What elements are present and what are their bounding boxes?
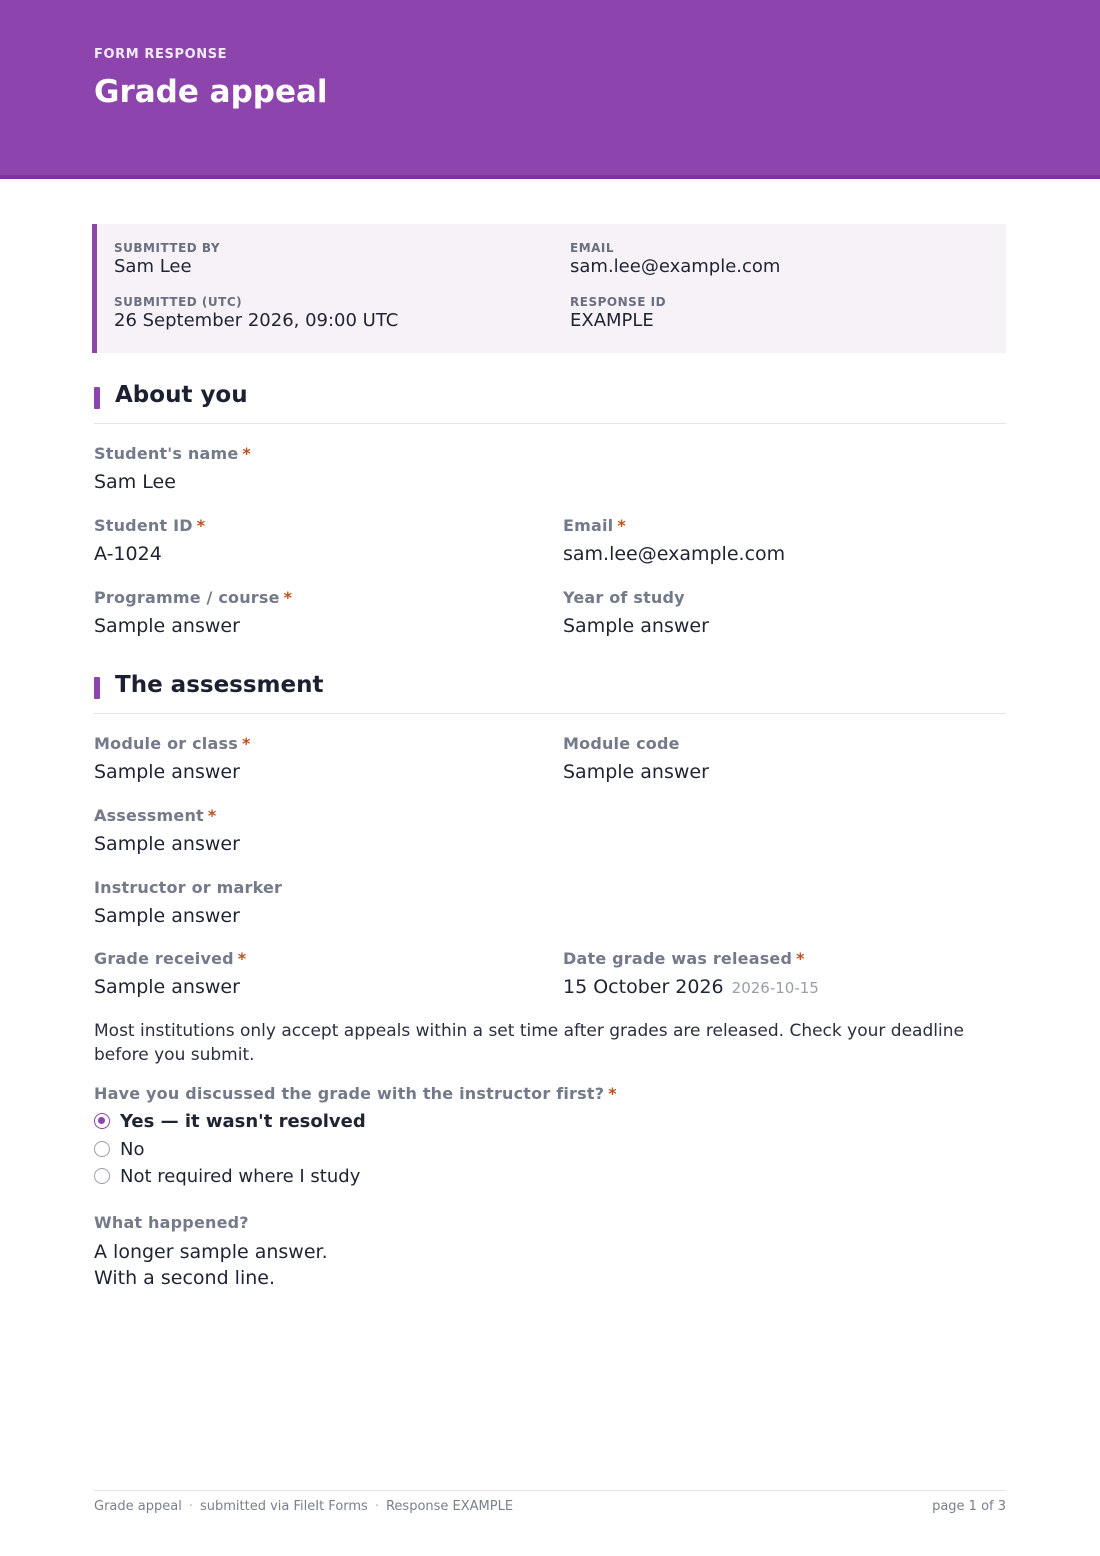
- answer-line: With a second line.: [94, 1267, 275, 1289]
- field-email: [563, 516, 785, 566]
- meta-label: EMAIL: [570, 241, 615, 255]
- meta-label: SUBMITTED BY: [114, 241, 221, 255]
- page-title: Grade appeal: [94, 74, 328, 110]
- meta-submitted-by: [114, 241, 220, 277]
- radio-selected-icon: [94, 1113, 110, 1129]
- field-value: Sample answer: [563, 615, 709, 637]
- meta-label: SUBMITTED (UTC): [114, 295, 243, 309]
- header-eyebrow: FORM RESPONSE: [94, 47, 228, 62]
- field-student-id: [94, 516, 205, 566]
- field-instructor: [94, 878, 282, 928]
- field-label: Email *: [563, 516, 626, 535]
- field-label: Student's name *: [94, 444, 251, 463]
- field-label: Module code: [563, 734, 680, 753]
- field-grade-received: [94, 949, 246, 999]
- radio-unselected-icon: [94, 1168, 110, 1184]
- field-label: Date grade was released *: [563, 949, 805, 968]
- field-assessment: [94, 806, 240, 856]
- section-accent-bar: [94, 677, 100, 699]
- field-student-name: [94, 444, 251, 494]
- footer-via: submitted via FileIt Forms: [199, 1499, 368, 1514]
- radio-label: Not required where I study: [120, 1165, 361, 1187]
- field-programme: [94, 588, 292, 638]
- section-accent-bar: [94, 387, 100, 409]
- meta-value: sam.lee@example.com: [570, 256, 781, 277]
- field-module-code: [563, 734, 709, 784]
- radio-label: No: [120, 1138, 145, 1160]
- field-label: Module or class *: [94, 734, 251, 753]
- required-mark: *: [196, 516, 206, 535]
- required-mark: *: [796, 949, 805, 968]
- answer-line: A longer sample answer.: [94, 1241, 328, 1263]
- footer-info: Grade appeal · submitted via FileIt Forms · Response EXAMPLE: [94, 1499, 514, 1514]
- field-label: Programme / course *: [94, 588, 293, 607]
- date-iso: 2026-10-15: [731, 979, 819, 997]
- meta-value: 26 September 2026, 09:00 UTC: [114, 310, 399, 331]
- field-label: Assessment *: [94, 806, 217, 825]
- field-value: Sample answer: [94, 905, 240, 927]
- page-footer: [94, 1490, 1006, 1514]
- field-module: [94, 734, 251, 784]
- page-number: page 1 of 3: [932, 1499, 1006, 1514]
- required-mark: *: [241, 734, 251, 753]
- field-value: Sample answer: [94, 615, 240, 637]
- section-about-you: [94, 379, 1006, 424]
- field-label: Grade received *: [94, 949, 247, 968]
- date-display: 15 October 2026: [563, 976, 724, 998]
- field-label: What happened?: [94, 1213, 249, 1232]
- meta-email: [570, 241, 780, 277]
- submission-meta: [92, 224, 1006, 353]
- field-value: Sample answer: [94, 761, 240, 783]
- field-value: Sample answer: [94, 833, 240, 855]
- field-label: Have you discussed the grade with the instructor first? *: [94, 1084, 617, 1103]
- meta-label: RESPONSE ID: [570, 295, 667, 309]
- field-value: [563, 975, 819, 1000]
- meta-value: Sam Lee: [114, 256, 192, 277]
- field-label: Student ID *: [94, 516, 206, 535]
- field-date-released: [563, 949, 819, 1000]
- radio-option: [94, 1109, 366, 1133]
- required-mark: *: [608, 1084, 617, 1103]
- section-title: About you: [115, 382, 248, 408]
- radio-option: [94, 1137, 144, 1161]
- footer-response: Response EXAMPLE: [385, 1499, 514, 1514]
- field-year-of-study: [563, 588, 709, 638]
- footer-form-name: Grade appeal: [94, 1499, 182, 1514]
- field-value: [94, 1239, 328, 1291]
- form-header: [0, 0, 1100, 179]
- field-label: Instructor or marker: [94, 878, 283, 897]
- required-mark: *: [207, 806, 217, 825]
- field-value: Sample answer: [94, 976, 240, 998]
- radio-unselected-icon: [94, 1141, 110, 1157]
- radio-label: Yes — it wasn't resolved: [120, 1110, 366, 1132]
- meta-response-id: [570, 295, 666, 331]
- meta-value: EXAMPLE: [570, 310, 654, 331]
- section-title: The assessment: [115, 672, 324, 698]
- field-discussed: [94, 1084, 617, 1103]
- required-mark: *: [237, 949, 247, 968]
- required-mark: *: [242, 444, 251, 463]
- field-value: Sam Lee: [94, 471, 176, 493]
- required-mark: *: [283, 588, 293, 607]
- field-value: A-1024: [94, 543, 162, 565]
- section-the-assessment: [94, 669, 1006, 714]
- radio-option: [94, 1164, 360, 1188]
- field-what-happened: [94, 1213, 328, 1291]
- field-label: Year of study: [563, 588, 685, 607]
- deadline-note: Most institutions only accept appeals within a set time after grades are released. Check your deadline before you submit.: [94, 1021, 964, 1065]
- field-value: Sample answer: [563, 761, 709, 783]
- field-value: sam.lee@example.com: [563, 543, 786, 565]
- meta-submitted-utc: [114, 295, 398, 331]
- required-mark: *: [617, 516, 626, 535]
